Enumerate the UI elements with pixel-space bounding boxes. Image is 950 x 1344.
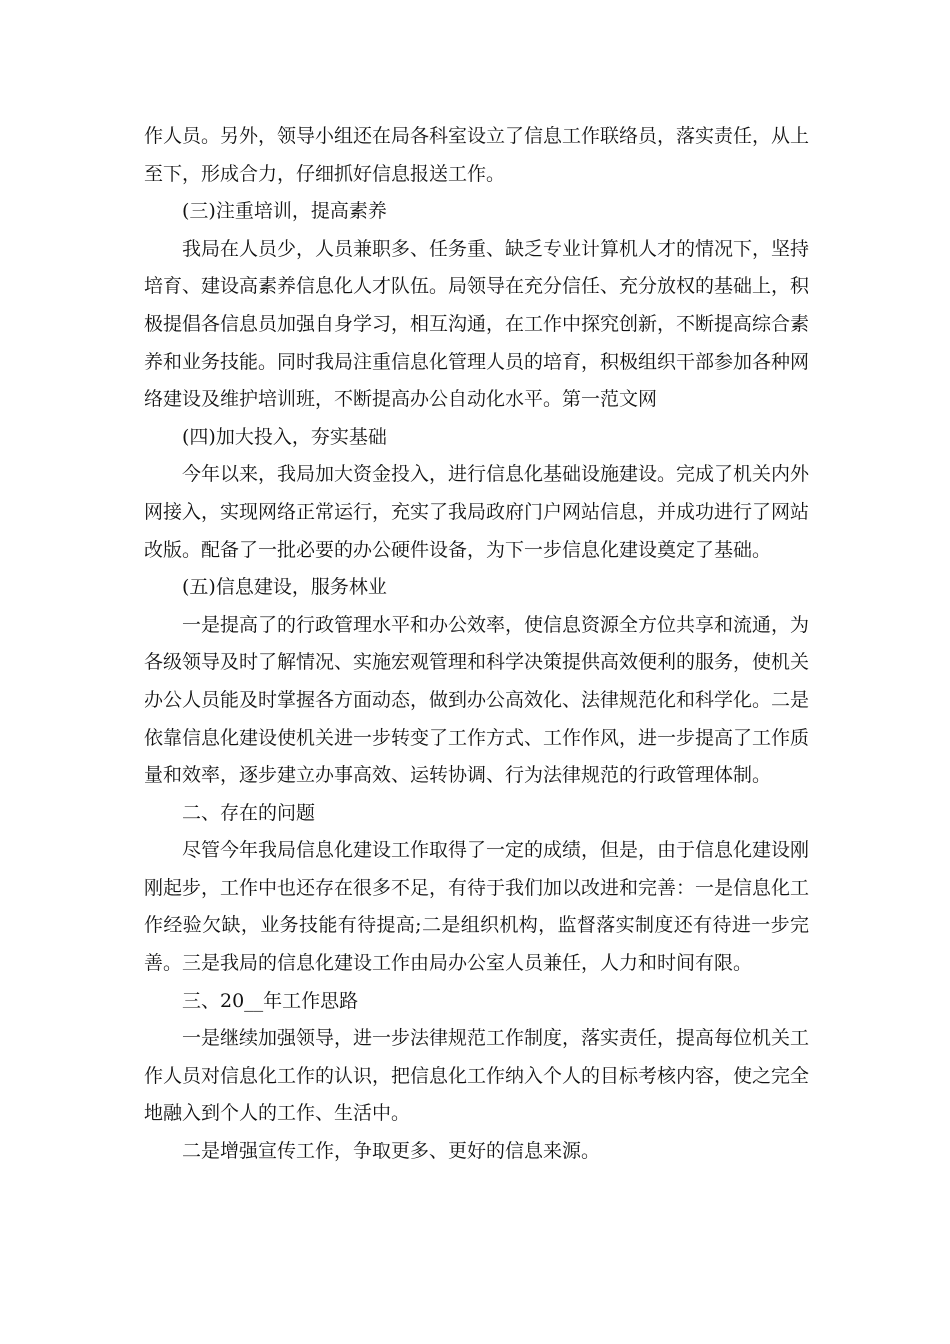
paragraph: 一是继续加强领导，进一步法律规范工作制度，落实责任，提高每位机关工作人员对信息化工作的认识，把信息化工作纳入个人的目标考核内容，使之完全地融入到个人的工作、生活中。 [144, 1027, 810, 1125]
section-heading: (四)加大投入，夯实基础 [182, 425, 387, 448]
paragraph: 二是增强宣传工作，争取更多、更好的信息来源。 [182, 1140, 601, 1163]
paragraph: 一是提高了的行政管理水平和办公效率，使信息资源全方位共享和流通，为各级领导及时了解情况、实施宏观管理和科学决策提供高效便利的服务，使机关办公人员能及时掌握各方面动态，做到办公高效化、法律规范化和科学化。二是依靠信息化建设使机关进一步转变了工作方式、工作作风，进一步提高了工作质量和效率，逐步建立办事高效、运转协调、行为法律规范的行政管理体制。 [144, 613, 810, 787]
document-body [144, 118, 809, 1171]
paragraph: 作人员。另外，领导小组还在局各科室设立了信息工作联络员，落实责任，从上至下，形成合力，仔细抓好信息报送工作。 [144, 125, 810, 185]
section-heading: 二、存在的问题 [182, 801, 316, 824]
section-heading: (三)注重培训，提高素养 [182, 200, 387, 223]
paragraph: 今年以来，我局加大资金投入，进行信息化基础设施建设。完成了机关内外网接入，实现网络正常运行，充实了我局政府门户网站信息，并成功进行了网站改版。配备了一批必要的办公硬件设备，为下一步信息化建设奠定了基础。 [144, 463, 810, 561]
paragraph: 尽管今年我局信息化建设工作取得了一定的成绩，但是，由于信息化建设刚刚起步，工作中也还存在很多不足，有待于我们加以改进和完善：一是信息化工作经验欠缺，业务技能有待提高;二是组织机构，监督落实制度还有待进一步完善。三是我局的信息化建设工作由局办公室人员兼任，人力和时间有限。 [144, 839, 810, 975]
paragraph: 我局在人员少，人员兼职多、任务重、缺乏专业计算机人才的情况下，坚持培育、建设高素养信息化人才队伍。局领导在充分信任、充分放权的基础上，积极提倡各信息员加强自身学习，相互沟通，在工作中探究创新，不断提高综合素养和业务技能。同时我局注重信息化管理人员的培育，积极组织干部参加各种网络建设及维护培训班，不断提高办公自动化水平。第一范文网 [144, 237, 810, 411]
section-heading: (五)信息建设，服务林业 [182, 576, 387, 599]
section-heading: 三、20__年工作思路 [182, 989, 359, 1012]
